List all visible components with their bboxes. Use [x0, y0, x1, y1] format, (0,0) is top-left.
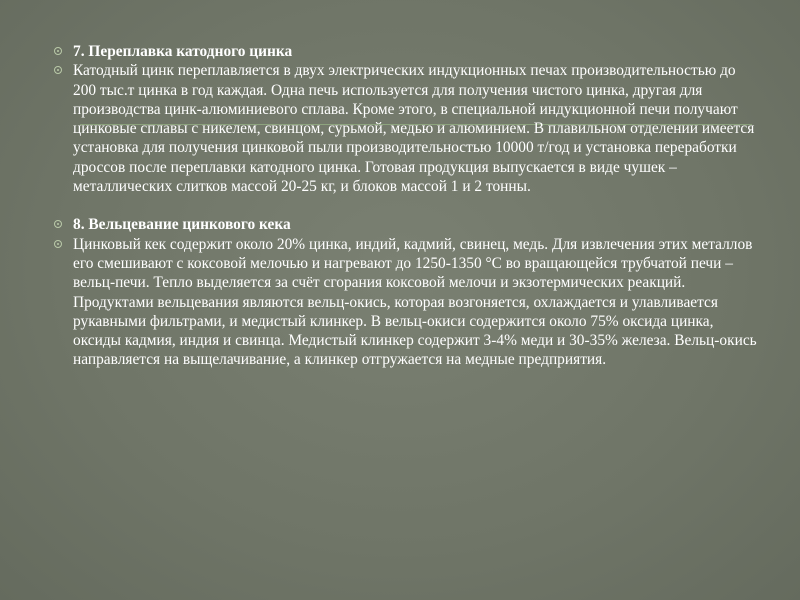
ring-bullet-icon	[54, 240, 62, 248]
section-2-heading	[52, 215, 757, 234]
ring-bullet-icon	[54, 220, 62, 228]
section-heading-text: 8. Вельцевание цинкового кека	[73, 216, 291, 234]
section-1-heading	[52, 42, 757, 61]
section-heading-text: 7. Переплавка катодного цинка	[73, 43, 293, 60]
slide-content	[52, 42, 757, 370]
section-spacer	[52, 196, 757, 215]
ring-bullet-icon	[54, 47, 62, 55]
section-1-body	[52, 61, 757, 196]
ring-bullet-icon	[54, 66, 62, 74]
section-body-text: Катодный цинк переплавляется в двух электрических индукционных печах производительностью до 200 тыс.т цинка в год каждая. Одна печь используется для получения чистого цинка, другая для производства цинк-алюминиевого сплава. Кроме этого, в специальной индукционной печи получают цинковые сплавы с никелем, свинцом, сурьмой, медью и алюминием. В плавильном отделении имеется установка для получения цинковой пыли производительностью 10000 т/год и установка переработки дроссов после переплавки катодного цинка. Готовая продукция выпускается в виде чушек – металлических слитков массой 20-25 кг, и блоков массой 1 и 2 тонны.	[73, 62, 755, 196]
section-2-body	[52, 235, 757, 370]
section-body-text: Цинковый кек содержит около 20% цинка, индий, кадмий, свинец, медь. Для извлечения этих металлов его смешивают с коксовой мелочью и нагревают до 1250-1350 °С во вращающейся трубчатой печи – вельц-печи. Тепло выделяется за счёт сгорания коксовой мелочи и экзотермических реакций. Продуктами вельцевания являются вельц-окись, которая возгоняется, охлаждается и улавливается рукавными фильтрами, и медистый клинкер. В вельц-окиси содержится около 75% оксида цинка, оксиды кадмия, индия и свинца. Медистый клинкер содержит 3-4% меди и 30-35% железа. Вельц-окись направляется на выщелачивание, а клинкер отгружается на медные предприятия.	[73, 235, 757, 369]
